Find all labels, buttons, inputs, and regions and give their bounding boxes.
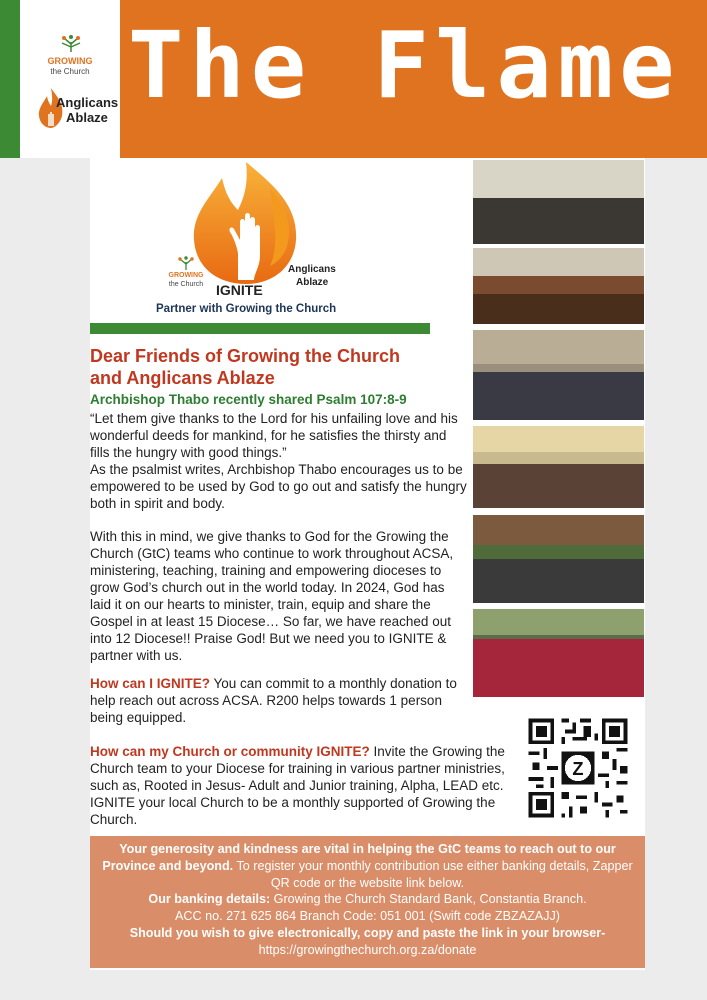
photo-group-garden xyxy=(473,515,644,603)
footer-banking-label: Our banking details: xyxy=(148,892,271,907)
paragraph-church-ignite xyxy=(90,743,510,828)
q2-label: How can my Church or community IGNITE? xyxy=(90,744,370,759)
ignite-aa-line2: Ablaze xyxy=(296,277,329,288)
ignite-gtc-line2: the Church xyxy=(168,281,204,288)
paragraph-psalmist: As the psalmist writes, Archbishop Thabo encourages us to be empowered to be used by God to go out and satisfy the hungry both in spirit and body. xyxy=(90,462,467,511)
newsletter-title: The Flame xyxy=(128,12,681,119)
footer-banking-text: Growing the Church Standard Bank, Constantia Branch. xyxy=(270,892,587,907)
paragraph-thanks: With this in mind, we give thanks to God for the Growing the Church (GtC) teams who continue to work throughout ACSA, ministering, teaching, training and empowering dioceses to grow God’s church out in the world today. In 2024, God has laid it on our hearts to minister, train, equip and share the Gospel in at least 15 Diocese… So far, we have reached out into 12 Diocese!! Praise God! But we need you to IGNITE & partner with us. xyxy=(90,529,454,663)
gtc-mini-logo-icon xyxy=(175,256,197,270)
letter-heading xyxy=(90,345,450,389)
footer-intro xyxy=(100,841,635,891)
letter-heading-line2: and Anglicans Ablaze xyxy=(90,368,275,388)
paragraph-how-can-i-ignite xyxy=(90,675,468,726)
ignite-word: IGNITE xyxy=(216,282,263,298)
green-accent-bar xyxy=(0,0,20,158)
photo-group-outdoors-seated xyxy=(473,426,644,508)
photo-meeting-room xyxy=(473,160,644,244)
newsletter-page xyxy=(90,158,645,970)
gtc-logo-line2: the Church xyxy=(50,67,90,76)
svg-text:Z: Z xyxy=(572,757,584,779)
masthead xyxy=(120,0,707,158)
footer-banking xyxy=(100,891,635,908)
gtc-logo-icon xyxy=(58,34,84,52)
q1-text: You can commit to a monthly donation to help reach out across ACSA. R200 helps towards 1 person being equipped. xyxy=(90,676,457,725)
footer-account: ACC no. 271 625 864 Branch Code: 051 001 (Swift code ZBZAZAJJ) xyxy=(174,909,560,924)
green-divider xyxy=(90,323,430,334)
q2-text: Invite the Growing the Church team to your Diocese for training in various partner ministries, such as, Rooted in Jesus- Adult and Junior training, Alpha, LEAD etc. IGNITE your local Church to be a monthly supported of Growing the Church. xyxy=(90,744,505,827)
letter-subheading: Archbishop Thabo recently shared Psalm 107:8-9 xyxy=(90,392,407,407)
footer-electronic: Should you wish to give electronically, copy and paste the link in your browser- xyxy=(129,925,606,940)
donation-footer xyxy=(90,836,645,968)
photo-clergy-group xyxy=(473,609,644,697)
ignite-tagline: Partner with Growing the Church xyxy=(156,303,337,315)
psalm-quote: “Let them give thanks to the Lord for his unfailing love and his wonderful deeds for mankind, for he satisfies the thirsty and fills the hungry with good things.” xyxy=(90,411,458,460)
aa-logo-line2: Ablaze xyxy=(66,110,108,125)
footer-intro-rest: To register your monthly contribution use either banking details, Zapper QR code or the website link below. xyxy=(233,858,633,890)
gtc-logo-line1: GROWING xyxy=(47,56,93,66)
aa-logo-line1: Anglicans xyxy=(56,95,119,110)
donate-link[interactable]: https://growingthechurch.org.za/donate xyxy=(258,942,477,957)
photo-group-outside-church xyxy=(473,330,644,420)
logo-panel xyxy=(20,0,120,158)
ignite-aa-line1: Anglicans xyxy=(288,264,336,275)
photo-church-interior xyxy=(473,248,644,324)
zapper-qr-code-icon[interactable] xyxy=(525,715,631,821)
footer-intro-bold: Your generosity and kindness are vital in helping the GtC teams to reach out to our Province and beyond. xyxy=(102,842,616,873)
q1-label: How can I IGNITE? xyxy=(90,676,211,691)
ignite-flame-icon xyxy=(188,158,304,286)
ignite-gtc-line1: GROWING xyxy=(168,272,204,279)
letter-heading-line1: Dear Friends of Growing the Church xyxy=(90,346,401,366)
